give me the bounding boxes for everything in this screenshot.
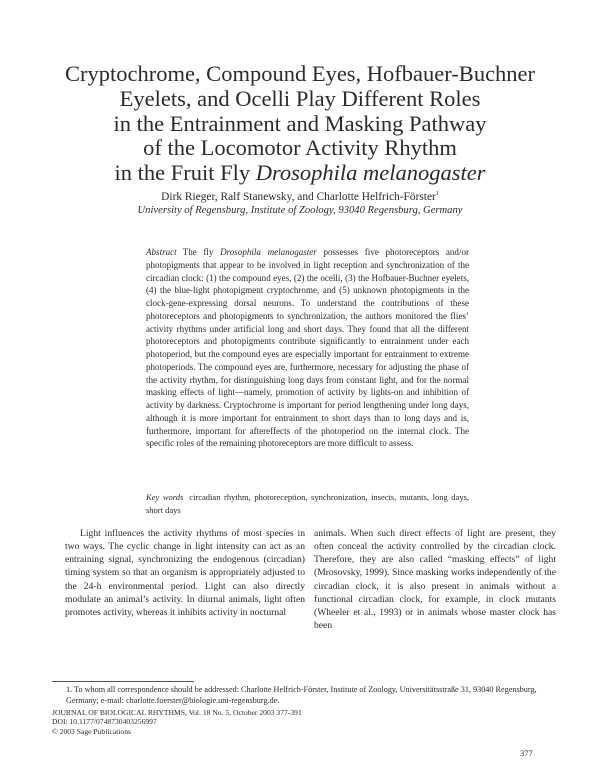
title-line: of the Locomotor Activity Rhythm	[143, 135, 457, 161]
article-title	[40, 62, 560, 186]
journal-citation: JOURNAL OF BIOLOGICAL RHYTHMS, Vol. 18 No. 5, October 2003 377-391	[52, 708, 302, 717]
body-column-left: Light influences the activity rhythms of most species in two ways. The cyclic change in light intensity can act as an entraining signal, synchronizing the endogenous (circadian) timing system so that an organism is appropriately adjusted to the 24-h environmental period. Light can also directly modulate an animal’s activity. In diurnal animals, light often promotes activity, whereas it inhibits activity in nocturnal	[65, 528, 305, 618]
body-column-right: animals. When such direct effects of light are present, they often conceal the activity controlled by the circadian clock. Therefore, they are also called “masking effects” of light (Mrosovsky, 1999). Since masking works independently of the circadian clock, it is also present in animals without a functional circadian clock, for example, in clock mutants (Wheeler et al., 1993) or in animals whose master clock has been	[314, 528, 556, 632]
abstract-text: possesses five photoreceptors and/or photopigments that appear to be involved in light reception and synchronization of the circadian clock: (1) the compound eyes, (2) the ocelli, (3) the Hofbauer-Buchner eyelets, (4) the blue-light photopigment cryptochrome, and (5) unknown photopigments in the clock-gene-expressing dorsal neurons. To understand the contributions of these photoreceptors and photopigments to synchronization, the authors monitored the flies’ activity rhythms under artificial long and short days. They found that all the different photoreceptors and photopigments contribute significantly to entrainment under each photoperiod, but the compound eyes are especially important for entrainment to extreme photoperiods. The compound eyes are, furthermore, necessary for adjusting the phase of the activity rhythm, for distinguishing long days from constant light, and for the normal masking effects of light—namely, promotion of activity by lights-on and inhibition of activity by darkness. Cryptochrome is important for period lengthening under long days, although it is more important for entrainment to short days than to long days and is, furthermore, important for aftereffects of the photoperiod on the internal clock. The specific roles of the remaining photoreceptors are more difficult to assess.	[146, 247, 470, 449]
title-prefix: in the Fruit Fly	[114, 160, 256, 186]
keywords-text: circadian rhythm, photoreception, synchronization, insects, mutants, long days, short days	[146, 492, 469, 515]
author-footnote-mark: 1	[435, 191, 439, 197]
abstract-species: Drosophila melanogaster	[220, 247, 317, 257]
title-species: Drosophila melanogaster	[255, 160, 486, 186]
abstract-label: Abstract	[146, 247, 177, 257]
title-line-last	[40, 161, 560, 186]
journal-doi: DOI: 10.1177/0748730403256997	[52, 717, 157, 727]
title-line: in the Entrainment and Masking Pathway	[113, 110, 487, 136]
title-line: Cryptochrome, Compound Eyes, Hofbauer-Buchner	[64, 61, 536, 86]
footnote-divider	[52, 681, 194, 682]
page-number: 377	[520, 748, 533, 758]
abstract-lead: The fly	[182, 247, 221, 257]
journal-copyright: © 2003 Sage Publications	[52, 726, 131, 736]
title-line: Eyelets, and Ocelli Play Different Roles	[119, 85, 481, 111]
affiliation: University of Regensburg, Institute of Zoology, 93040 Regensburg, Germany	[137, 205, 463, 216]
keywords	[146, 491, 469, 516]
author-list	[0, 187, 600, 204]
keywords-label: Key words	[146, 492, 184, 502]
footnote: 1. To whom all correspondence should be addressed: Charlotte Helfrich-Förster, Institute of Zoology, Universitätsstraße 31, 93040 Regensburg, Germany; e-mail: charlotte.foerster@biologie.uni-regensburg.de.	[66, 685, 537, 706]
abstract	[146, 246, 469, 450]
journal-info	[52, 708, 452, 736]
authors-text: Dirk Rieger, Ralf Stanewsky, and Charlotte Helfrich-Förster	[161, 190, 436, 203]
